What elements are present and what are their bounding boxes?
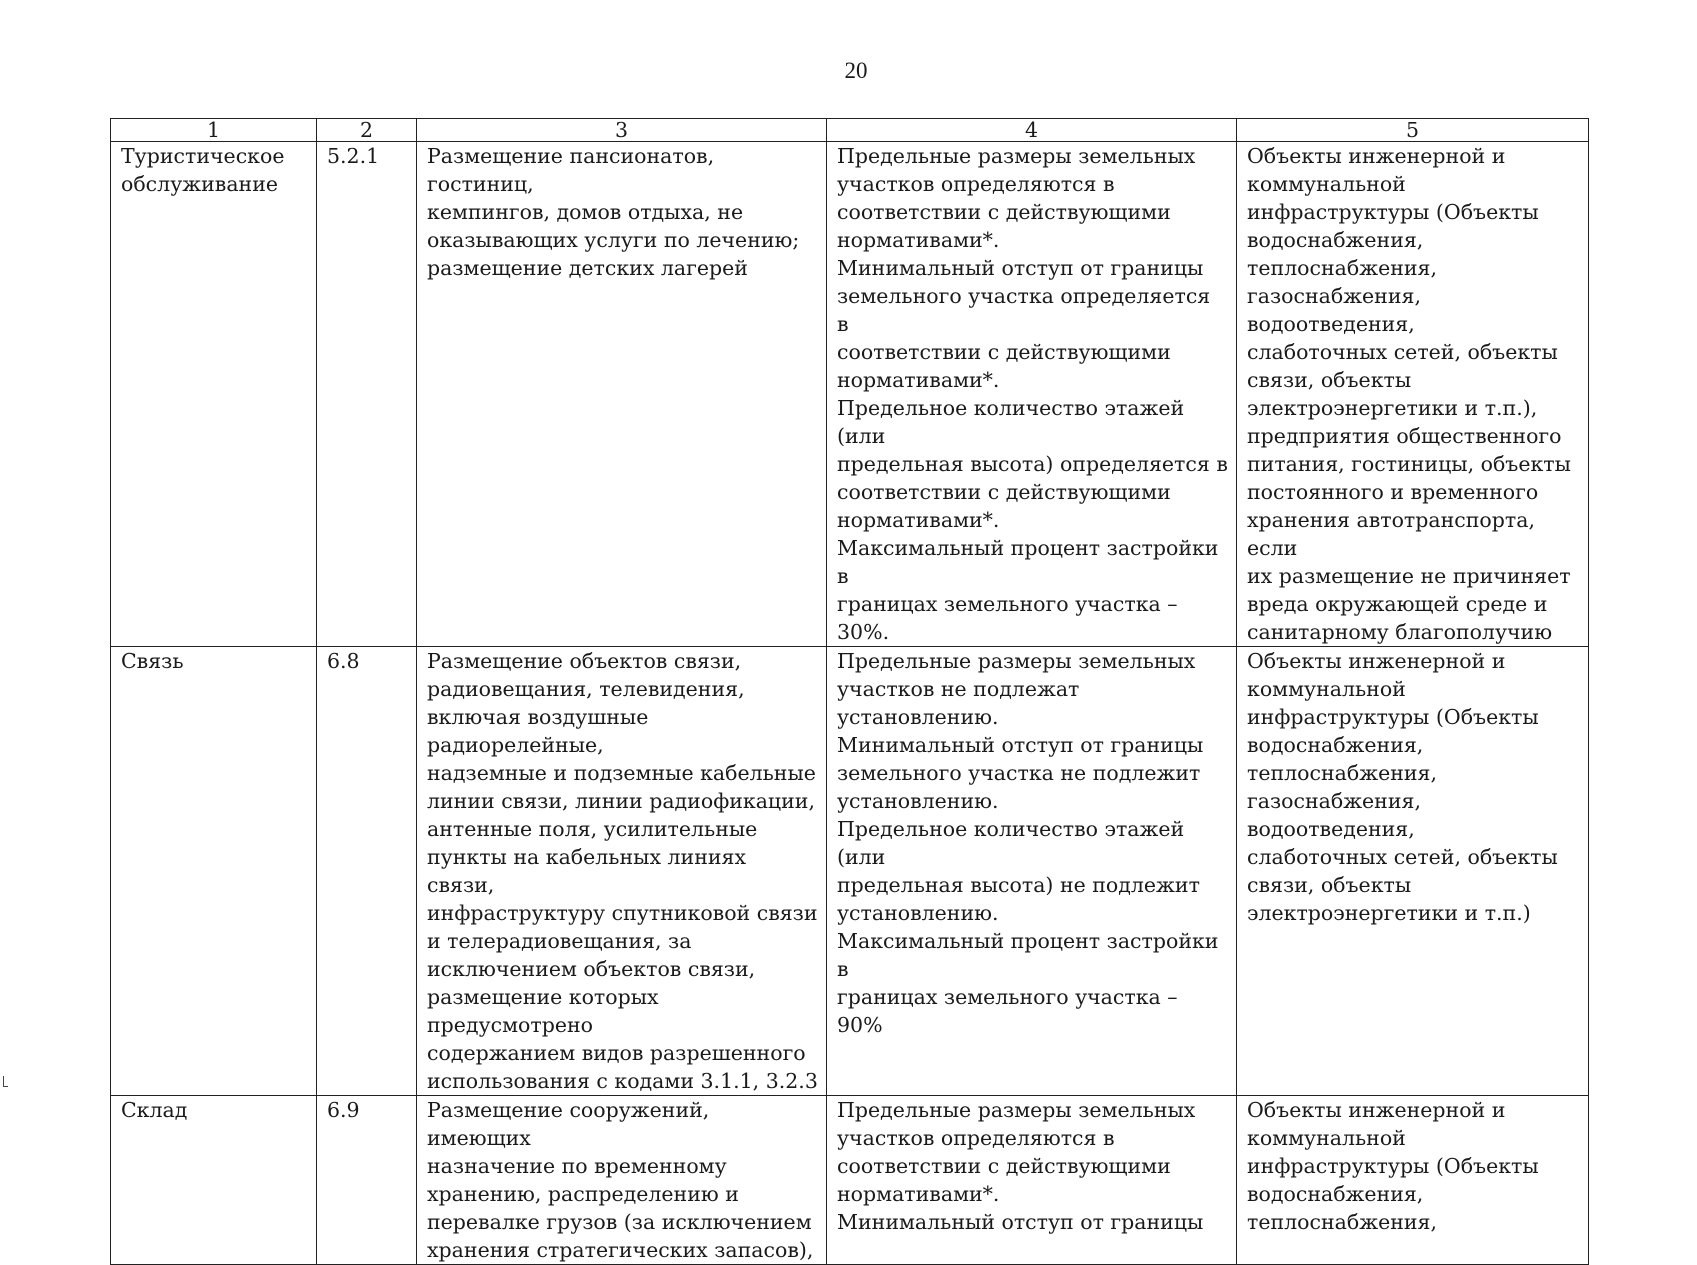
parameters-cell: Предельные размеры земельных участков определяются в соответствии с действующими нормативами*. Минимальный отступ от границы земельного участка определяется в соответствии с действующими нормативами*. Предельное количество этажей (или предельная высота) определяется в соответствии с действующими нормативами*. Максимальный процент застройки в границах земельного участка – 30%. <box>827 142 1237 647</box>
use-type-description: Размещение пансионатов, гостиниц, кемпингов, домов отдыха, не оказывающих услуги по лечению; размещение детских лагерей <box>417 142 827 647</box>
auxiliary-uses-cell: Объекты инженерной и коммунальной инфраструктуры (Объекты водоснабжения, теплоснабжения, <box>1237 1096 1589 1265</box>
column-header-2: 2 <box>317 119 417 142</box>
parameters-cell: Предельные размеры земельных участков не подлежат установлению. Минимальный отступ от границы земельного участка не подлежит установлению. Предельное количество этажей (или предельная высота) не подлежит установлению. Максимальный процент застройки в границах земельного участка – 90% <box>827 647 1237 1096</box>
use-type-name: Склад <box>111 1096 317 1265</box>
parameters-cell: Предельные размеры земельных участков определяются в соответствии с действующими нормативами*. Минимальный отступ от границы <box>827 1096 1237 1265</box>
auxiliary-uses-cell: Объекты инженерной и коммунальной инфраструктуры (Объекты водоснабжения, теплоснабжения, газоснабжения, водоотведения, слаботочных сетей, объекты связи, объекты электроэнергетики и т.п.) <box>1237 647 1589 1096</box>
use-type-code: 6.9 <box>317 1096 417 1265</box>
use-type-name: Связь <box>111 647 317 1096</box>
column-header-1: 1 <box>111 119 317 142</box>
use-type-code: 5.2.1 <box>317 142 417 647</box>
use-type-description: Размещение объектов связи, радиовещания, телевидения, включая воздушные радиорелейные, надземные и подземные кабельные линии связи, линии радиофикации, антенные поля, усилительные пункты на кабельных линиях связи, инфраструктуру спутниковой связи и телерадиовещания, за исключением объектов связи, размещение которых предусмотрено содержанием видов разрешенного использования с кодами 3.1.1, 3.2.3 <box>417 647 827 1096</box>
table-row <box>111 142 1589 647</box>
table-row <box>111 647 1589 1096</box>
table-header-row <box>111 119 1589 142</box>
use-type-name: Туристическое обслуживание <box>111 142 317 647</box>
scan-margin-mark <box>3 1076 8 1087</box>
use-type-description: Размещение сооружений, имеющих назначение по временному хранению, распределению и перевалке грузов (за исключением хранения стратегических запасов), <box>417 1096 827 1265</box>
table-row <box>111 1096 1589 1265</box>
auxiliary-uses-cell: Объекты инженерной и коммунальной инфраструктуры (Объекты водоснабжения, теплоснабжения, газоснабжения, водоотведения, слаботочных сетей, объекты связи, объекты электроэнергетики и т.п.), предприятия общественного питания, гостиницы, объекты постоянного и временного хранения автотранспорта, если их размещение не причиняет вреда окружающей среде и санитарному благополучию <box>1237 142 1589 647</box>
page-number: 20 <box>844 58 868 83</box>
column-header-3: 3 <box>417 119 827 142</box>
land-use-table <box>110 118 1589 1265</box>
column-header-4: 4 <box>827 119 1237 142</box>
use-type-code: 6.8 <box>317 647 417 1096</box>
column-header-5: 5 <box>1237 119 1589 142</box>
